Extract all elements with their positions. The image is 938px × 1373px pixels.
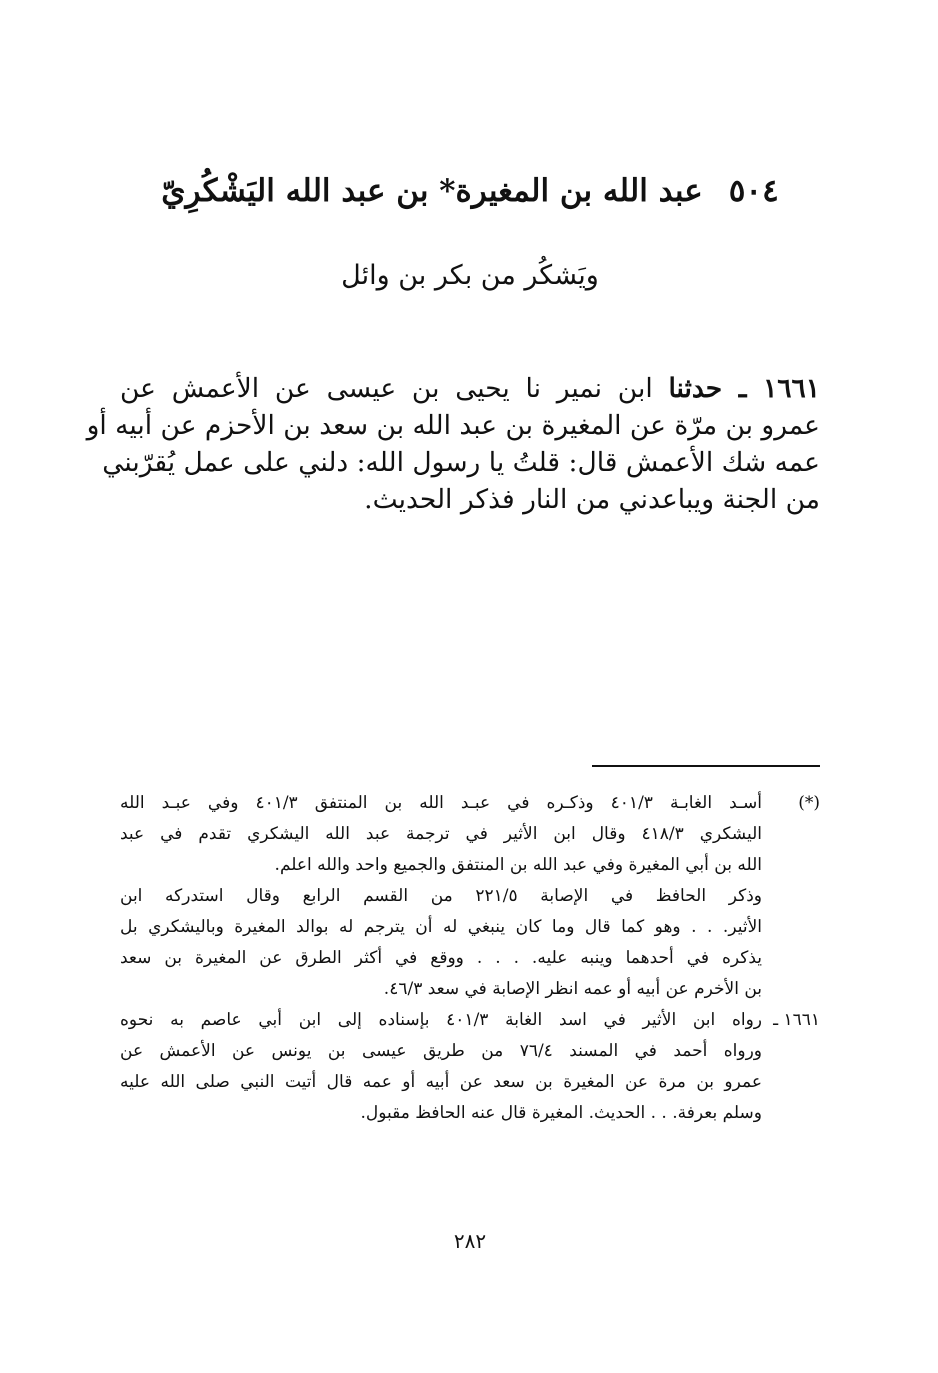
hadith-line — [86, 407, 820, 444]
footnote-line: وذكر الحافظ في الإصابة ٢٢١/٥ من القسم الرابع وقال استدركه ابن — [120, 886, 762, 906]
entry-number: ٥٠٤ — [728, 173, 779, 209]
footnote-line: عمرو بن مرة عن المغيرة بن سعد عن أبيه أو عمه قال أتيت النبي صلى الله عليه — [120, 1072, 762, 1092]
page-number: ٢٨٢ — [453, 1229, 487, 1253]
footnote-line: ورواه أحمد في المسند ٧٦/٤ من طريق عيسى بن يونس عن الأعمش عن — [120, 1041, 762, 1061]
footnotes — [120, 788, 820, 1129]
entry-heading — [120, 168, 820, 214]
footnote-line: الله بن أبي المغيرة وفي عبد الله بن المنتفق والجميع واحد والله اعلم. — [274, 855, 762, 875]
footnote-body — [120, 1005, 762, 1129]
footnote-line: اليشكري ٤١٨/٣ وقال ابن الأثير في ترجمة عبد الله اليشكري تقدم في عبد — [120, 824, 762, 844]
footnote-line: الأثير. . . وهو كما قال وما كان ينبغي له أن يترجم له بوالد المغيرة وباليشكري بل — [120, 917, 762, 937]
entry-title: عبد الله بن المغيرة* بن عبد الله اليَشْكُرِيّ — [161, 173, 703, 209]
hadith-line-text: عمرو بن مرّة عن المغيرة بن عبد الله بن سعد بن الأحزم عن أبيه أو — [86, 410, 820, 441]
footnote-line: وسلم بعرفة. . . الحديث. المغيرة قال عنه الحافظ مقبول. — [360, 1103, 762, 1123]
footnote-hadith — [120, 1005, 820, 1129]
footnote-separator — [592, 765, 820, 767]
footnote-mark: (*) — [798, 793, 820, 813]
footnote-body — [120, 788, 762, 1005]
hadith-line-text: ابن نمير نا يحيى بن عيسى عن الأعمش عن — [120, 373, 669, 404]
hadith-line-text: عمه شك الأعمش قال: قلتُ يا رسول الله: دلني على عمل يُقرّبني — [102, 447, 820, 478]
hadith-text — [86, 370, 820, 518]
footnote-line: بن الأخرم عن أبيه أو عمه انظر الإصابة في سعد ٤٦/٣. — [383, 979, 762, 999]
footnote-mark: ١٦٦١ ـ — [773, 1010, 820, 1030]
footnote-source — [120, 788, 820, 1005]
footnote-line: رواه ابن الأثير في اسد الغابة ٤٠١/٣ بإسناده إلى ابن أبي عاصم به نحوه — [120, 1010, 762, 1030]
footnote-line: أسـد الغابـة ٤٠١/٣ وذكـره في عبـد الله بن المنتفق ٤٠١/٣ وفي عبـد الله — [120, 793, 762, 813]
footnote-line: يذكره في أحدهما وينبه عليه. . . . ووقع في أكثر الطرق عن المغيرة بن سعد — [120, 948, 762, 968]
hadith-line-text: من الجنة ويباعدني من النار فذكر الحديث. — [364, 484, 820, 515]
hadith-line — [120, 370, 820, 407]
entry-subheading: ويَشكُر من بكر بن وائل — [341, 260, 599, 291]
hadith-lead: ١٦٦١ ـ حدثنا — [668, 373, 820, 404]
hadith-line — [120, 481, 820, 518]
hadith-line — [102, 444, 820, 481]
